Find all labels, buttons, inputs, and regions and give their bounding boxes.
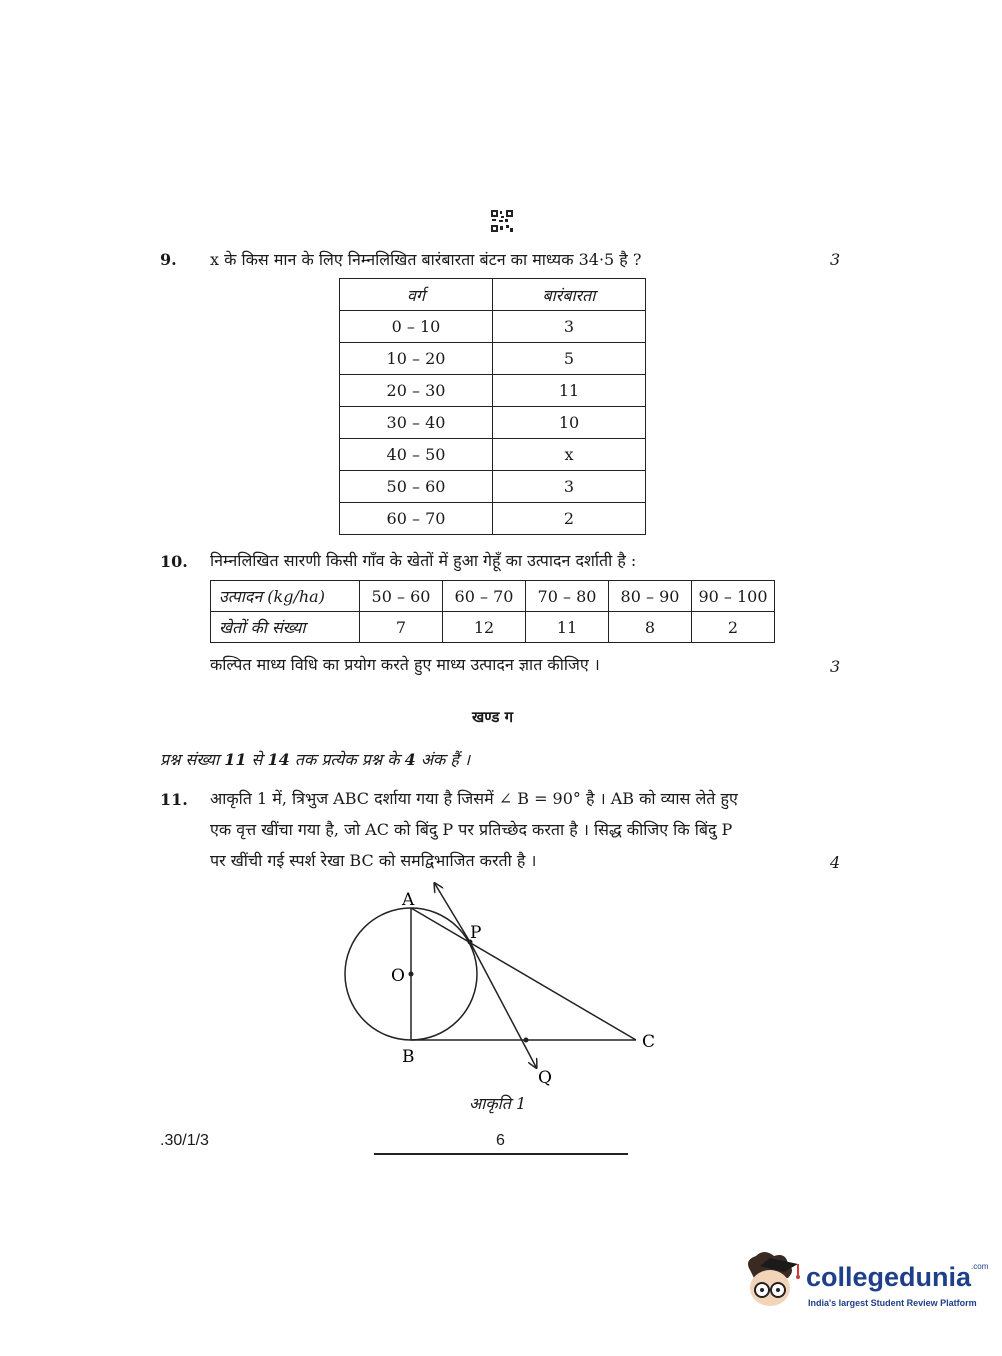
question-11-line-1: आकृति 1 में, त्रिभुज ABC दर्शाया गया है जिसमें ∠ B = 90° है । AB को व्यास लेते हुए xyxy=(210,789,738,808)
label-q: Q xyxy=(538,1068,552,1088)
section-title: खण्ड ग xyxy=(472,708,514,726)
instruction-text: प्रश्न संख्या xyxy=(160,750,225,769)
question-9-marks: 3 xyxy=(830,250,841,269)
table-cell: 40 – 50 xyxy=(340,439,493,471)
question-9-number: 9. xyxy=(160,250,177,269)
question-11-line-2: एक वृत्त खींचा गया है, जो AC को बिंदु P पर प्रतिच्छेद करता है । सिद्ध कीजिए कि बिंदु P xyxy=(210,820,733,839)
question-9-text: x के किस मान के लिए निम्नलिखित बारंबारता बंटन का माध्यक 34·5 है ? xyxy=(210,250,642,269)
label-b: B xyxy=(402,1047,415,1067)
label-c: C xyxy=(642,1032,656,1052)
midpoint-bc xyxy=(524,1038,529,1043)
table-cell: 2 xyxy=(692,612,775,643)
table-row xyxy=(340,439,646,471)
table-cell: 50 – 60 xyxy=(360,581,443,612)
figure-1-diagram xyxy=(330,880,670,1090)
table-cell: 11 xyxy=(493,375,646,407)
question-10-table xyxy=(210,580,775,643)
table-cell: 10 xyxy=(493,407,646,439)
table-cell: 90 – 100 xyxy=(692,581,775,612)
table-cell: 50 – 60 xyxy=(340,471,493,503)
question-10-text: निम्नलिखित सारणी किसी गाँव के खेतों में हुआ गेहूँ का उत्पादन दर्शाती है : xyxy=(210,551,637,570)
instruction-bold: 4 xyxy=(404,750,416,769)
center-point xyxy=(409,972,414,977)
question-9-table xyxy=(339,278,646,535)
table-row xyxy=(340,343,646,375)
table-cell: 80 – 90 xyxy=(609,581,692,612)
table-cell: 0 – 10 xyxy=(340,311,493,343)
qr-code-icon xyxy=(491,210,513,232)
instruction-bold: 11 xyxy=(224,750,247,769)
question-11-marks: 4 xyxy=(830,853,841,872)
table-row xyxy=(340,375,646,407)
question-10-marks: 3 xyxy=(830,657,841,676)
label-a: A xyxy=(402,890,415,910)
collegedunia-logo-text xyxy=(806,1262,988,1293)
question-10-instruction: कल्पित माध्य विधि का प्रयोग करते हुए माध्य उत्पादन ज्ञात कीजिए । xyxy=(210,655,600,674)
question-11-number: 11. xyxy=(160,790,188,809)
table-row xyxy=(340,311,646,343)
table-cell: 30 – 40 xyxy=(340,407,493,439)
side-ac xyxy=(411,908,636,1040)
table-row-label: खेतों की संख्या xyxy=(211,612,360,643)
instruction-text: से xyxy=(246,750,268,769)
page-number: 6 xyxy=(496,1132,505,1149)
table-cell: 10 – 20 xyxy=(340,343,493,375)
tangent-line xyxy=(470,942,536,1067)
collegedunia-mascot-icon xyxy=(740,1250,802,1310)
table-header-class: वर्ग xyxy=(340,279,493,311)
table-cell: 3 xyxy=(493,471,646,503)
collegedunia-tagline: India's largest Student Review Platform xyxy=(808,1298,977,1308)
instruction-bold: 14 xyxy=(267,750,290,769)
logo-name: collegedunia xyxy=(806,1262,972,1292)
table-cell: 20 – 30 xyxy=(340,375,493,407)
table-cell: x xyxy=(493,439,646,471)
figure-caption: आकृति 1 xyxy=(469,1094,527,1113)
table-cell: 70 – 80 xyxy=(526,581,609,612)
table-row-label: उत्पादन (kg/ha) xyxy=(211,581,360,612)
table-cell: 12 xyxy=(443,612,526,643)
table-cell: 11 xyxy=(526,612,609,643)
instruction-text: अंक हैं । xyxy=(415,750,471,769)
instruction-text: तक प्रत्येक प्रश्न के xyxy=(289,750,405,769)
table-row xyxy=(211,612,775,643)
table-cell: 3 xyxy=(493,311,646,343)
question-10-number: 10. xyxy=(160,552,188,571)
label-p: P xyxy=(470,923,482,943)
table-cell: 60 – 70 xyxy=(443,581,526,612)
table-row xyxy=(211,581,775,612)
table-cell: 7 xyxy=(360,612,443,643)
table-header-frequency: बारंबारता xyxy=(493,279,646,311)
table-cell: 2 xyxy=(493,503,646,535)
paper-code: .30/1/3 xyxy=(160,1132,209,1149)
table-cell: 5 xyxy=(493,343,646,375)
table-row xyxy=(340,503,646,535)
table-cell: 60 – 70 xyxy=(340,503,493,535)
footer-rule xyxy=(374,1153,628,1155)
logo-com: .com xyxy=(971,1262,989,1271)
table-row xyxy=(340,471,646,503)
table-row xyxy=(340,407,646,439)
label-o: O xyxy=(391,966,405,986)
section-instruction xyxy=(160,748,470,770)
table-cell: 8 xyxy=(609,612,692,643)
question-11-line-3: पर खींची गई स्पर्श रेखा BC को समद्विभाजित करती है । xyxy=(210,851,537,870)
tangent-line xyxy=(435,884,470,942)
